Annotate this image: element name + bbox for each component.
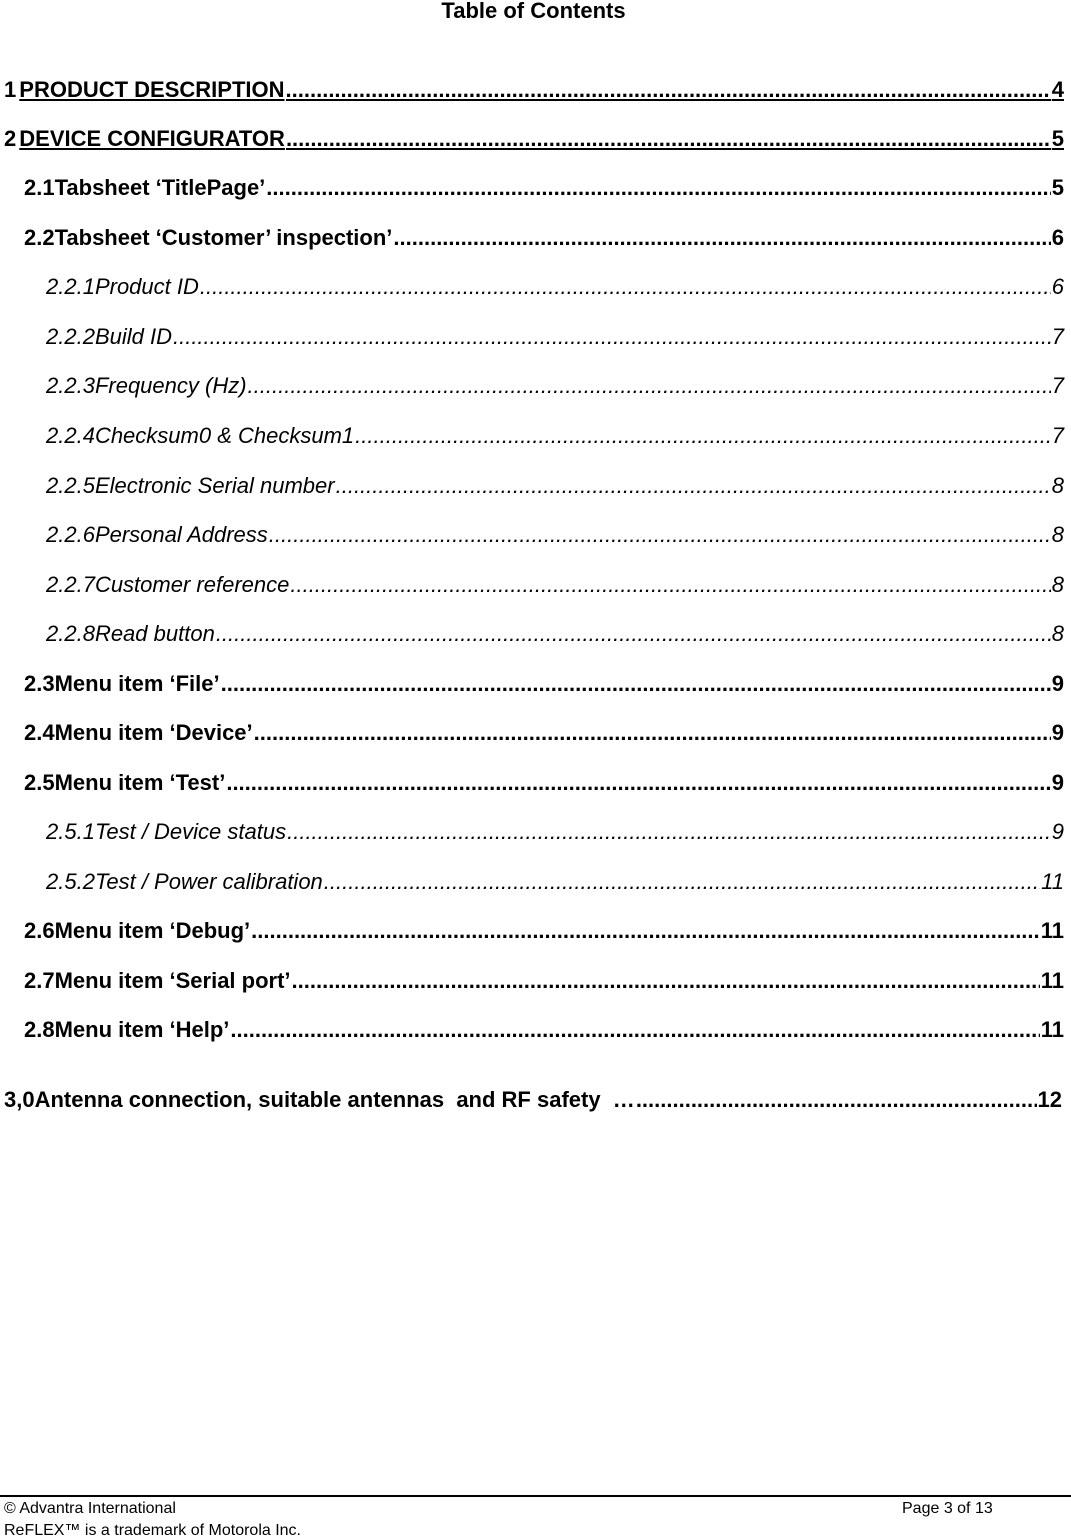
toc-label: Test / Device status [94,819,287,844]
toc-number: 2.8 [24,1017,55,1042]
toc-entry[interactable] [4,73,1064,103]
toc-leader [286,77,1051,103]
toc-leader [287,819,1051,845]
toc-page: 8 [1051,473,1064,498]
toc-leader [230,1017,1039,1043]
toc-number: 2.2 [24,225,55,250]
toc-leader [336,473,1051,499]
toc-page: 8 [1051,572,1064,597]
toc-entry[interactable] [4,1083,1062,1113]
toc-number: 2.6 [24,918,55,943]
toc-number: 2.7 [24,968,55,993]
toc-entry[interactable] [46,320,1064,350]
toc-entry[interactable] [46,617,1064,647]
page-title: Table of Contents [441,0,626,23]
toc-entry[interactable] [46,815,1064,845]
toc-leader [290,572,1050,598]
toc-label: Menu item ‘Help’ [54,1017,230,1042]
toc-leader [324,869,1040,895]
toc-label: Menu item ‘Device’ [54,720,253,745]
toc-page: 8 [1051,621,1064,646]
toc-label: Menu item ‘File’ [54,671,220,696]
toc-leader [221,671,1051,697]
toc-page: 7 [1051,324,1064,349]
page-number: Page 3 of 13 [902,1500,993,1517]
toc-entry[interactable] [24,221,1064,251]
toc-label: Menu item ‘Debug’ [54,918,251,943]
toc-number: 2.2.2 [46,324,95,349]
toc-entry[interactable] [46,469,1064,499]
toc-leader [200,274,1051,300]
toc-entry[interactable] [4,122,1064,152]
toc-number: 2.2.1 [46,274,95,299]
toc-label: Customer reference [94,572,290,597]
toc-entry[interactable] [46,419,1064,449]
toc-number: 2.2.6 [46,522,95,547]
toc-entry[interactable] [46,865,1064,895]
toc-label: Frequency (Hz) [94,373,247,398]
toc-entry[interactable] [24,171,1064,201]
toc-leader [292,968,1040,994]
toc-leader [254,720,1051,746]
toc-page: 5 [1051,126,1064,151]
toc-label: DEVICE CONFIGURATOR [19,126,285,151]
toc-entry[interactable] [46,270,1064,300]
toc-number: 2.4 [24,720,55,745]
toc-page: 9 [1051,671,1064,696]
toc-page: 6 [1051,225,1064,250]
toc-number: 2.5 [24,770,55,795]
toc-leader [248,373,1051,399]
toc-entry[interactable] [24,667,1064,697]
toc-page: 9 [1051,819,1064,844]
toc-number: 2 [4,126,17,151]
toc-entry[interactable] [46,369,1064,399]
copyright-icon: © [4,1500,16,1517]
toc-label: Product ID [94,274,199,299]
toc-number: 2.3 [24,671,55,696]
toc-page: 7 [1051,423,1064,448]
toc-label: Checksum0 & Checksum1 [94,423,355,448]
company-name: Advantra International [19,1500,176,1517]
footer-divider [0,1495,1071,1497]
toc-label: Antenna connection, suitable antennas and RF safety … [34,1087,635,1112]
toc-number: 2.5.1 [46,819,95,844]
toc-entry[interactable] [24,964,1064,994]
toc-page: 11 [1041,869,1064,894]
trademark-note: ReFLEX™ is a trademark of Motorola Inc. [4,1522,301,1539]
toc-label: Build ID [94,324,172,349]
toc-page: 12 [1037,1087,1062,1112]
toc-entry[interactable] [24,766,1064,796]
toc-page: 11 [1040,968,1064,993]
toc-leader [251,918,1040,944]
toc-number: 3,0 [4,1087,35,1112]
toc-label: Personal Address [94,522,268,547]
toc-entry[interactable] [24,914,1064,944]
toc-number: 2.2.8 [46,621,95,646]
toc-leader [636,1087,1037,1113]
toc-page: 5 [1051,175,1064,200]
toc-page: 11 [1040,1017,1064,1042]
footer-company [4,1500,301,1540]
toc-leader [393,225,1050,251]
toc-label: Read button [94,621,215,646]
toc-page: 7 [1051,373,1064,398]
toc-leader [286,126,1051,152]
toc-leader [173,324,1051,350]
toc-entry[interactable] [46,568,1064,598]
toc-label: PRODUCT DESCRIPTION [19,77,285,102]
toc-page: 6 [1051,274,1064,299]
toc-label: Menu item ‘Serial port’ [54,968,291,993]
toc-label: Tabsheet ‘Customer’ inspection’ [54,225,393,250]
toc-number: 2.2.5 [46,473,95,498]
toc-number: 2.1 [24,175,55,200]
toc-label: Test / Power calibration [94,869,323,894]
toc-leader [226,770,1050,796]
toc-page: 9 [1051,770,1064,795]
toc-leader [355,423,1051,449]
toc-leader [216,621,1051,647]
toc-entry[interactable] [46,518,1064,548]
toc-page: 11 [1040,918,1064,943]
toc-label: Electronic Serial number [94,473,335,498]
toc-entry[interactable] [24,716,1064,746]
toc-number: 2.2.7 [46,572,95,597]
toc-page: 9 [1051,720,1064,745]
toc-label: Tabsheet ‘TitlePage’ [54,175,266,200]
toc-leader [266,175,1050,201]
toc-page: 4 [1051,77,1064,102]
toc-leader [269,522,1051,548]
toc-page: 8 [1051,522,1064,547]
toc-number: 2.2.4 [46,423,95,448]
toc-number: 1 [4,77,17,102]
toc-number: 2.2.3 [46,373,95,398]
toc-label: Menu item ‘Test’ [54,770,226,795]
toc-entry[interactable] [24,1013,1064,1043]
toc-number: 2.5.2 [46,869,95,894]
